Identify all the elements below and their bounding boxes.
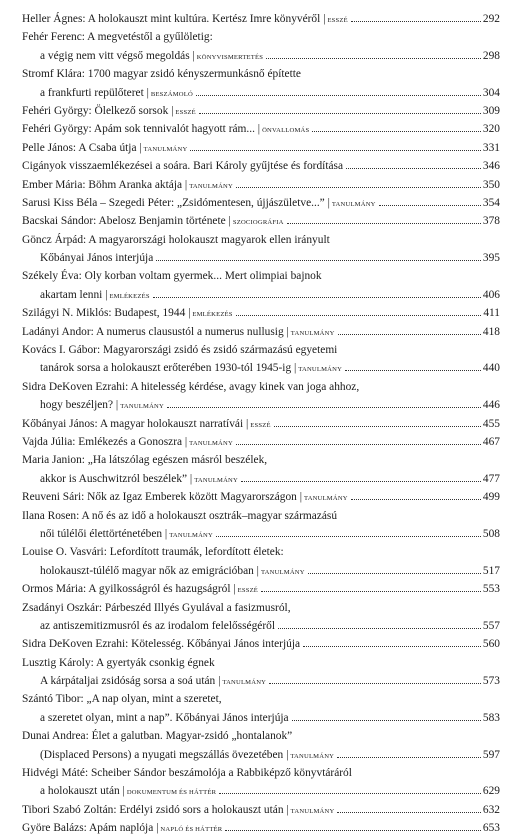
- toc-entry-line: [22, 580, 500, 598]
- toc-entry-text: Vajda Júlia: Emlékezés a Gonoszra |: [22, 435, 188, 448]
- dot-leader: [199, 113, 481, 114]
- toc-entry-genre-tag: TANULMÁNY: [304, 495, 348, 503]
- toc-entry-text: Ilana Rosen: A nő és az idő a holokauszt osztrák–magyar származású: [22, 509, 338, 522]
- toc-entry-line: [22, 727, 500, 745]
- toc-entry-genre-tag: TANULMÁNY: [298, 366, 343, 374]
- toc-entry-genre-tag: TANULMÁNY: [290, 752, 335, 760]
- toc-entry-page-number: 455: [482, 417, 500, 430]
- dot-leader: [379, 205, 481, 206]
- toc-entry-line: [22, 709, 500, 727]
- toc-entry-line: [22, 654, 500, 672]
- dot-leader: [308, 573, 481, 574]
- dot-leader: [236, 187, 481, 188]
- toc-entry-genre-tag: SZOCIOGRÁFIA: [232, 219, 284, 227]
- dot-leader: [312, 131, 481, 132]
- toc-entry-genre-tag: TANULMÁNY: [143, 145, 188, 153]
- toc-entry-line: [22, 599, 500, 617]
- toc-entry-text: Zsadányi Oszkár: Párbeszéd Illyés Gyulával a fasizmusról,: [22, 601, 291, 614]
- dot-leader: [346, 168, 481, 169]
- toc-entry-page-number: 560: [482, 638, 500, 651]
- toc-entry-genre-tag: DOKUMENTUM ÉS HÁTTÉR: [126, 789, 217, 797]
- toc-entry-text: Ember Mária: Böhm Aranka aktája |: [22, 178, 188, 191]
- dot-leader: [236, 444, 481, 445]
- toc-entry-line: [22, 47, 500, 65]
- toc-entry-line: [22, 65, 500, 83]
- toc-entry-text: Kovács I. Gábor: Magyarországi zsidó és zsidó származású egyetemi: [22, 344, 338, 357]
- toc-entry-page-number: 378: [482, 215, 500, 228]
- toc-entry-page-number: 632: [482, 803, 500, 816]
- toc-entry-line: [22, 470, 500, 488]
- toc-entry-line: [22, 635, 500, 653]
- toc-entry-page-number: 573: [482, 675, 500, 688]
- dot-leader: [351, 499, 481, 500]
- toc-entry-line: [22, 433, 500, 451]
- toc-entry-genre-tag: ÖNVALLOMÁS: [262, 127, 310, 135]
- toc-entry-text: Göncz Árpád: A magyarországi holokauszt magyarok ellen irányult: [22, 233, 330, 246]
- toc-entry-genre-tag: ESSZÉ: [175, 108, 196, 116]
- toc-entry-page-number: 446: [482, 399, 500, 412]
- toc-entry-line: [22, 562, 500, 580]
- dot-leader: [261, 591, 481, 592]
- toc-entry-line: [22, 415, 500, 433]
- toc-entry-genre-tag: BESZÁMOLÓ: [150, 90, 193, 98]
- toc-entry-page-number: 418: [482, 325, 500, 338]
- toc-entry-line: [22, 249, 500, 267]
- toc-entry-line: [22, 801, 500, 819]
- toc-entry-page-number: 395: [482, 252, 500, 265]
- toc-entry-text: Reuveni Sári: Nők az Igaz Emberek között Magyarországon |: [22, 491, 302, 504]
- toc-entry-page-number: 298: [482, 49, 500, 62]
- toc-entry-line: [22, 176, 500, 194]
- table-of-contents: [22, 10, 500, 838]
- toc-entry-genre-tag: ESSZÉ: [237, 587, 259, 595]
- toc-entry-line: [22, 782, 500, 800]
- toc-entry-text: Pelle János: A Csaba útja |: [22, 141, 142, 154]
- dot-leader: [274, 426, 481, 427]
- toc-entry-text: Ladányi Andor: A numerus clausustól a numerus nullusig |: [22, 325, 289, 338]
- toc-entry-line: [22, 341, 500, 359]
- toc-entry-page-number: 309: [482, 104, 500, 117]
- toc-entry-text: a holokauszt után |: [40, 785, 125, 798]
- toc-entry-text: az antiszemitizmusról és az irodalom felelősségéről: [40, 619, 276, 632]
- toc-entry-page-number: 508: [482, 527, 500, 540]
- toc-entry-text: Louise O. Vasvári: Lefordított traumák, lefordított életek:: [22, 546, 284, 559]
- toc-entry-genre-tag: ESSZÉ: [250, 421, 271, 429]
- toc-entry-line: [22, 286, 500, 304]
- toc-entry-line: [22, 231, 500, 249]
- toc-entry-text: Fehéri György: Ölelkező sorsok |: [22, 104, 174, 117]
- toc-entry-text: Bacskai Sándor: Abelosz Benjamin története |: [22, 215, 231, 228]
- dot-leader: [241, 481, 481, 482]
- toc-entry-text: Györe Balázs: Apám naplója |: [22, 822, 159, 835]
- toc-entry-line: [22, 746, 500, 764]
- toc-entry-genre-tag: TANULMÁNY: [290, 807, 335, 815]
- toc-entry-line: [22, 323, 500, 341]
- dot-leader: [303, 646, 481, 647]
- toc-entry-page-number: 320: [482, 123, 500, 136]
- toc-entry-genre-tag: EMLÉKEZÉS: [109, 292, 150, 300]
- toc-entry-line: [22, 451, 500, 469]
- toc-entry-page-number: 583: [482, 711, 500, 724]
- toc-entry-text: Fehér Ferenc: A megvetéstől a gyűlöletig:: [22, 31, 213, 44]
- toc-entry-text: Székely Éva: Oly korban voltam gyermek... Mert olimpiai bajnok: [22, 270, 322, 283]
- toc-entry-page-number: 440: [482, 362, 500, 375]
- toc-entry-genre-tag: TANULMÁNY: [189, 182, 233, 190]
- toc-entry-page-number: 477: [482, 472, 500, 485]
- toc-entry-line: [22, 102, 500, 120]
- toc-entry-line: [22, 304, 500, 322]
- dot-leader: [351, 21, 481, 22]
- toc-entry-page-number: 331: [482, 141, 500, 154]
- toc-entry-text: tanárok sorsa a holokauszt erőterében 1930-tól 1945-ig |: [40, 362, 297, 375]
- toc-entry-text: Stromf Klára: 1700 magyar zsidó kényszermunkásnő építette: [22, 68, 301, 81]
- toc-entry-page-number: 499: [482, 491, 500, 504]
- toc-entry-text: Szilágyi N. Miklós: Budapest, 1944 |: [22, 307, 191, 320]
- toc-entry-page-number: 350: [482, 178, 500, 191]
- toc-entry-page-number: 304: [482, 86, 500, 99]
- dot-leader: [156, 260, 481, 261]
- toc-entry-text: Hidvégi Máté: Scheiber Sándor beszámolója a Rabbiképző könyvtáráról: [22, 767, 352, 780]
- dot-leader: [292, 720, 481, 721]
- toc-entry-page-number: 346: [482, 160, 500, 173]
- dot-leader: [225, 830, 481, 831]
- toc-entry-text: A kárpátaljai zsidóság sorsa a soá után |: [40, 675, 221, 688]
- toc-entry-genre-tag: TANULMÁNY: [331, 200, 376, 208]
- toc-entry-text: akkor is Auschwitzról beszélek” |: [40, 472, 193, 485]
- toc-entry-text: Fehéri György: Apám sok tennivalót hagyott rám... |: [22, 123, 261, 136]
- dot-leader: [278, 628, 481, 629]
- dot-leader: [153, 297, 481, 298]
- toc-entry-page-number: 553: [482, 583, 500, 596]
- toc-entry-text: Heller Ágnes: A holokauszt mint kultúra. Kertész Imre könyvéről |: [22, 13, 326, 25]
- toc-entry-line: [22, 359, 500, 377]
- dot-leader: [345, 370, 481, 371]
- toc-entry-line: [22, 120, 500, 138]
- toc-entry-page-number: 354: [482, 196, 500, 209]
- toc-entry-text: női túlélői élettörténetében |: [40, 527, 168, 540]
- toc-entry-genre-tag: NAPLÓ ÉS HÁTTÉR: [160, 826, 223, 834]
- toc-entry-text: Ormos Mária: A gyilkosságról és hazugságról |: [22, 583, 236, 596]
- toc-entry-genre-tag: TANULMÁNY: [169, 531, 213, 539]
- dot-leader: [167, 407, 481, 408]
- dot-leader: [219, 793, 481, 794]
- toc-entry-text: akartam lenni |: [40, 288, 108, 301]
- toc-entry-text: (Displaced Persons) a nyugati megszállás övezetében |: [40, 748, 289, 761]
- toc-entry-page-number: 557: [482, 619, 500, 632]
- toc-entry-genre-tag: TANULMÁNY: [260, 568, 305, 576]
- toc-entry-line: [22, 139, 500, 157]
- toc-entry-page-number: 406: [482, 288, 500, 301]
- toc-entry-text: Kőbányai János: A magyar holokauszt narratívái |: [22, 417, 249, 430]
- toc-entry-text: Maria Janion: „Ha látszólag egészen másról beszélek,: [22, 454, 268, 467]
- toc-entry-genre-tag: TANULMÁNY: [290, 329, 335, 337]
- toc-entry-text: Dunai Andrea: Élet a galutban. Magyar-zsidó „hontalanok”: [22, 730, 293, 743]
- toc-entry-text: a szeretet olyan, mint a nap”. Kőbányai János interjúja: [40, 711, 289, 724]
- toc-entry-genre-tag: EMLÉKEZÉS: [192, 311, 233, 319]
- toc-entry-line: [22, 507, 500, 525]
- dot-leader: [338, 334, 481, 335]
- toc-entry-page-number: 517: [482, 564, 500, 577]
- toc-entry-text: Tibori Szabó Zoltán: Erdélyi zsidó sors a holokauszt után |: [22, 803, 289, 816]
- dot-leader: [216, 536, 481, 537]
- toc-entry-line: [22, 543, 500, 561]
- toc-entry-genre-tag: TANULMÁNY: [120, 403, 164, 411]
- toc-entry-genre-tag: TANULMÁNY: [194, 476, 238, 484]
- toc-entry-text: Lusztig Károly: A gyertyák csonkig égnek: [22, 656, 215, 669]
- dot-leader: [236, 315, 482, 316]
- toc-entry-line: [22, 212, 500, 230]
- toc-entry-line: [22, 84, 500, 102]
- toc-entry-page-number: 292: [482, 13, 500, 25]
- toc-entry-text: Cigányok visszaemlékezései a soára. Bari Károly gyűjtése és fordítása: [22, 160, 344, 173]
- toc-entry-page-number: 629: [482, 785, 500, 798]
- toc-entry-text: hogy beszéljen? |: [40, 399, 119, 412]
- toc-entry-genre-tag: TANULMÁNY: [189, 439, 233, 447]
- toc-entry-line: [22, 690, 500, 708]
- toc-entry-line: [22, 488, 500, 506]
- toc-entry-genre-tag: TANULMÁNY: [222, 679, 267, 687]
- toc-entry-line: [22, 396, 500, 414]
- toc-entry-line: [22, 525, 500, 543]
- dot-leader: [266, 58, 481, 59]
- toc-entry-page-number: 411: [483, 307, 500, 320]
- toc-entry-text: Sarusi Kiss Béla – Szegedi Péter: „Zsidómentesen, újjászületve...” |: [22, 196, 330, 209]
- toc-entry-line: [22, 819, 500, 837]
- toc-entry-text: a végig nem vitt végső megoldás |: [40, 49, 195, 62]
- toc-entry-page-number: 467: [482, 435, 500, 448]
- toc-entry-page-number: 653: [482, 822, 500, 835]
- dot-leader: [190, 150, 480, 151]
- dot-leader: [337, 812, 480, 813]
- toc-entry-line: [22, 194, 500, 212]
- dot-leader: [196, 95, 481, 96]
- dot-leader: [287, 223, 481, 224]
- toc-entry-text: Sidra DeKoven Ezrahi: Kötelesség. Kőbányai János interjúja: [22, 638, 301, 651]
- toc-entry-line: [22, 10, 500, 28]
- toc-entry-line: [22, 157, 500, 175]
- toc-entry-line: [22, 764, 500, 782]
- toc-entry-text: Kőbányai János interjúja: [40, 252, 154, 265]
- toc-entry-genre-tag: ESSZÉ: [327, 17, 348, 24]
- toc-entry-text: Sidra DeKoven Ezrahi: A hitelesség kérdése, avagy kinek van joga ahhoz,: [22, 380, 360, 393]
- toc-entry-line: [22, 267, 500, 285]
- toc-entry-text: Szántó Tibor: „A nap olyan, mint a szeretet,: [22, 693, 222, 706]
- toc-entry-line: [22, 617, 500, 635]
- toc-entry-genre-tag: KÖNYVISMERTETÉS: [196, 53, 264, 61]
- toc-entry-page-number: 597: [482, 748, 500, 761]
- toc-entry-line: [22, 672, 500, 690]
- toc-entry-text: a frankfurti repülőteret |: [40, 86, 149, 99]
- dot-leader: [269, 683, 481, 684]
- toc-entry-line: [22, 378, 500, 396]
- toc-entry-line: [22, 28, 500, 46]
- toc-entry-text: holokauszt-túlélő magyar nők az emigrációban |: [40, 564, 259, 577]
